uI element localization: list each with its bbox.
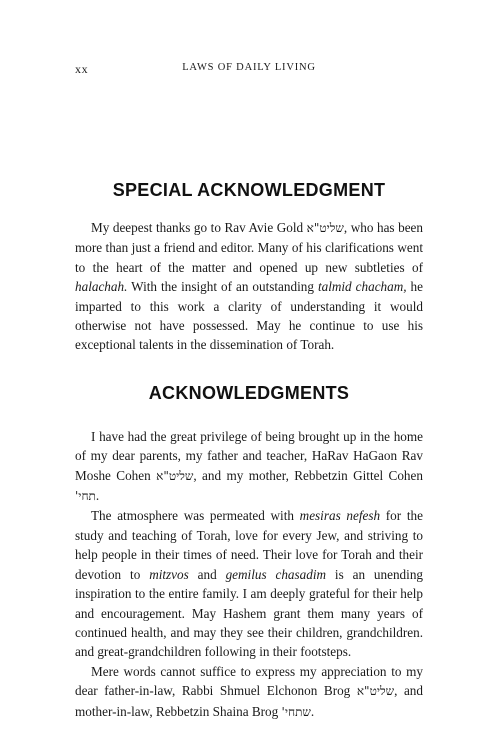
text-run: , who has been more than just a friend and editor. Many of his clarifications went to the heart of the matter and opened up new subtleties of [75,220,423,275]
text-run: With the insight of an outstanding [127,279,318,295]
acknowledgments-heading: ACKNOWLEDGMENTS [148,382,350,403]
italic-term: halachah. [75,279,128,295]
hebrew-honorific: שליט"א [306,221,344,235]
italic-term: mesiras nefesh [299,508,381,524]
page [75,62,423,722]
italic-term: mitzvos [149,566,189,582]
paragraph [75,506,423,661]
hebrew-honorific: תחי' [75,489,96,504]
paragraph [75,662,423,722]
special-acknowledgment-heading: SPECIAL ACKNOWLEDGMENT [112,180,386,200]
running-title: LAWS OF DAILY LIVING [182,62,316,73]
text-run: , and mother-in-law, Rebbetzin Shaina Brog [75,683,423,719]
text-run: I have had the great privilege of being brought up in the home of my dear parents, my father and teacher, HaRav HaGaon Rav Moshe Cohen [75,428,423,483]
hebrew-honorific: שליט"א [356,684,395,699]
text-run: he imparted to this work a clarity of understanding it would otherwise not have possessed. May he continue to use his exceptional talents in the dissemination of Torah. [75,279,424,353]
text-run: for the study and teaching of Torah, love for every Jew, and striving to help people in their times of need. Their love for Torah and their devotion to [75,508,423,582]
acknowledgments-body [75,427,423,722]
text-run: and [188,566,226,582]
running-head [75,62,423,78]
italic-term: gemilus chasadim [225,566,327,582]
text-run: My deepest thanks go to Rav Avie Gold [91,220,307,235]
special-acknowledgment-body [75,218,423,355]
italic-term: talmid chacham, [317,279,407,295]
paragraph [75,427,423,507]
text-run: Mere words cannot suffice to express my appreciation to my dear father-in-law, Rabbi Shmuel Elchonon Brog [75,663,423,699]
page-number: xx [75,62,89,76]
text-run: . [310,703,315,719]
hebrew-honorific: שתחי' [281,704,311,719]
text-run: , and my mother, Rebbetzin Gittel Cohen [193,467,423,483]
hebrew-honorific: שליט"א [156,468,194,483]
text-run: . [95,488,100,504]
text-run: is an unending inspiration to the entire family. I am deeply grateful for their help and encouragement. May Hashem grant them many years of continued health, and may they see their children, grandchildren. and great-grandchildren following in their footsteps. [75,566,424,660]
paragraph [75,218,423,355]
text-run: The atmosphere was permeated with [91,508,300,524]
